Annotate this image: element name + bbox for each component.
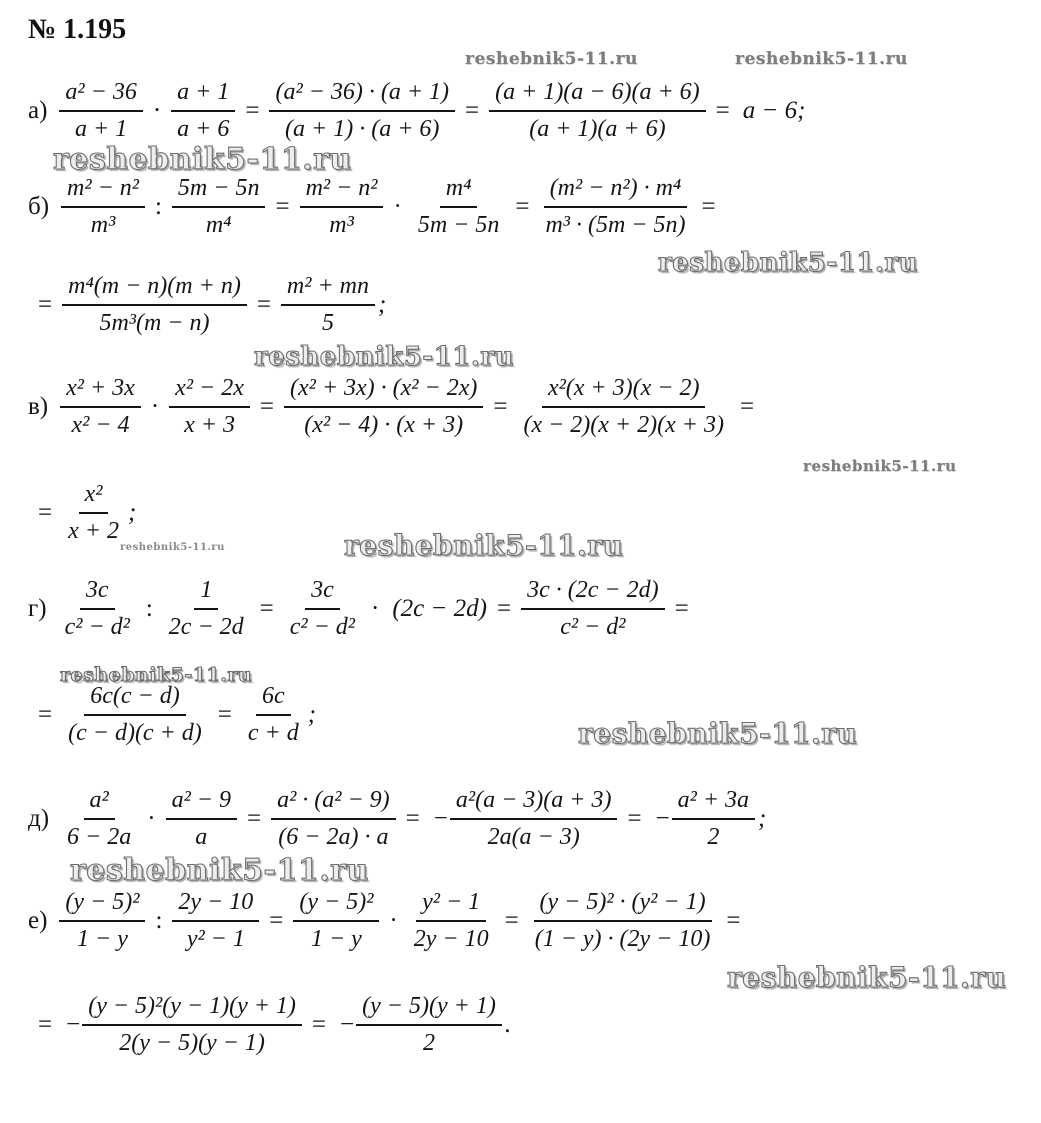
expression-text: a − 6; xyxy=(742,96,806,124)
fraction xyxy=(450,786,618,852)
operator: = xyxy=(259,392,274,420)
formula-line-v xyxy=(28,374,764,440)
operator: = xyxy=(674,594,689,622)
watermark-4: reshebnik5-11.ru xyxy=(658,248,919,278)
fraction xyxy=(284,576,361,642)
fraction xyxy=(62,272,247,338)
numerator: a² + 3a xyxy=(672,786,755,820)
numerator: (a + 1)(a − 6)(a + 6) xyxy=(489,78,706,112)
operator: = xyxy=(496,594,512,622)
item-label: а) xyxy=(28,96,48,124)
operator: = xyxy=(405,804,420,832)
denominator: 2y − 10 xyxy=(413,925,489,952)
operator: = xyxy=(726,906,741,934)
operator: = xyxy=(38,290,53,318)
watermark-3: reshebnik5-11.ru xyxy=(53,142,352,177)
fraction xyxy=(62,682,208,748)
fraction xyxy=(172,174,266,240)
fraction xyxy=(172,888,259,954)
operator: = xyxy=(515,192,530,220)
item-label: б) xyxy=(28,192,50,220)
denominator: m³ · (5m − 5n) xyxy=(545,211,686,238)
denominator: (6 − 2a) · a xyxy=(278,823,389,850)
operator: · xyxy=(150,392,160,420)
operator: : xyxy=(145,594,153,622)
denominator: a + 1 xyxy=(75,115,128,142)
numerator: m⁴ xyxy=(440,174,478,208)
fraction xyxy=(171,78,235,144)
numerator: 6c xyxy=(256,682,291,716)
numerator: a + 1 xyxy=(171,78,235,112)
operator: = xyxy=(38,700,53,728)
formula-line-b xyxy=(28,174,726,240)
numerator: a² − 36 xyxy=(59,78,142,112)
denominator: (a + 1) · (a + 6) xyxy=(285,115,440,142)
watermark-7: reshebnik5-11.ru xyxy=(120,542,225,553)
fraction xyxy=(59,576,136,642)
minus-sign: − xyxy=(433,804,448,832)
numerator: (y − 5)²(y − 1)(y + 1) xyxy=(82,992,302,1026)
denominator: x + 2 xyxy=(68,517,119,544)
fraction xyxy=(60,374,141,440)
fraction xyxy=(672,786,755,852)
fraction xyxy=(489,78,706,144)
formula-line-b-cont xyxy=(28,272,386,338)
denominator: 5m³(m − n) xyxy=(99,309,210,336)
numerator: x² − 2x xyxy=(169,374,250,408)
denominator: x + 3 xyxy=(184,411,235,438)
watermark-8: reshebnik5-11.ru xyxy=(344,529,624,562)
numerator: (m² − n²) · m⁴ xyxy=(544,174,688,208)
formula-line-a xyxy=(28,78,805,144)
denominator: a xyxy=(195,823,208,850)
watermark-6: reshebnik5-11.ru xyxy=(803,457,957,475)
numerator: x²(x + 3)(x − 2) xyxy=(542,374,706,408)
fraction xyxy=(408,888,495,954)
denominator: (x − 2)(x + 2)(x + 3) xyxy=(523,411,724,438)
numerator: 2y − 10 xyxy=(172,888,259,922)
operator: = xyxy=(38,498,53,526)
expression-text: (2c − 2d) xyxy=(392,594,487,622)
denominator: 2 xyxy=(707,823,720,850)
fraction xyxy=(242,682,305,748)
expression-text: ; xyxy=(307,700,317,728)
denominator: m⁴ xyxy=(205,211,232,238)
fraction xyxy=(539,174,691,240)
item-label: в) xyxy=(28,392,49,420)
denominator: c² − d² xyxy=(560,613,626,640)
numerator: 3c xyxy=(305,576,340,610)
operator: = xyxy=(217,700,232,728)
formula-line-e-cont xyxy=(28,992,511,1058)
fraction xyxy=(412,174,506,240)
denominator: x² − 4 xyxy=(71,411,130,438)
operator: : xyxy=(154,192,162,220)
denominator: 5 xyxy=(321,309,334,336)
denominator: 5m − 5n xyxy=(417,211,500,238)
operator: = xyxy=(493,392,508,420)
operator: = xyxy=(715,96,730,124)
denominator: c + d xyxy=(247,719,299,746)
fraction xyxy=(59,888,145,954)
operator: · xyxy=(393,192,402,220)
denominator: m³ xyxy=(329,211,354,238)
watermark-12: reshebnik5-11.ru xyxy=(727,961,1007,994)
fraction xyxy=(529,888,717,954)
operator: = xyxy=(38,1010,53,1038)
fraction xyxy=(521,576,664,642)
expression-text: ; xyxy=(127,498,137,526)
fraction xyxy=(356,992,502,1058)
numerator: a² − 9 xyxy=(166,786,237,820)
operator: · xyxy=(152,96,162,124)
denominator: (a + 1)(a + 6) xyxy=(529,115,666,142)
operator: = xyxy=(269,906,284,934)
fraction xyxy=(82,992,302,1058)
expression-text: ; xyxy=(377,290,387,318)
denominator: (x² − 4) · (x + 3) xyxy=(304,411,464,438)
operator: · xyxy=(147,804,156,832)
item-label: г) xyxy=(28,594,47,622)
numerator: 3c · (2c − 2d) xyxy=(521,576,664,610)
operator: = xyxy=(275,192,290,220)
operator: = xyxy=(256,290,271,318)
fraction xyxy=(284,374,483,440)
formula-line-g xyxy=(28,576,699,642)
denominator: 1 − y xyxy=(77,925,128,952)
expression-text: . xyxy=(504,1010,512,1038)
fraction xyxy=(166,786,237,852)
operator: = xyxy=(246,804,262,832)
fraction xyxy=(281,272,375,338)
operator: = xyxy=(245,96,260,124)
numerator: m⁴(m − n)(m + n) xyxy=(62,272,247,306)
fraction xyxy=(269,78,455,144)
formula-line-v-cont xyxy=(28,480,136,546)
denominator: 1 − y xyxy=(310,925,362,952)
numerator: (y − 5)² xyxy=(293,888,379,922)
denominator: c² − d² xyxy=(289,613,356,640)
numerator: a² · (a² − 9) xyxy=(271,786,396,820)
denominator: y² − 1 xyxy=(186,925,245,952)
expression-text: ; xyxy=(758,804,767,832)
numerator: (x² + 3x) · (x² − 2x) xyxy=(284,374,483,408)
item-label: д) xyxy=(28,804,50,832)
formula-line-g-cont xyxy=(28,682,316,748)
operator: = xyxy=(739,392,755,420)
numerator: 6c(c − d) xyxy=(84,682,185,716)
numerator: a² xyxy=(84,786,115,820)
numerator: y² − 1 xyxy=(416,888,486,922)
minus-sign: − xyxy=(655,804,670,832)
operator: = xyxy=(259,594,274,622)
fraction xyxy=(62,480,125,546)
operator: = xyxy=(701,192,716,220)
operator: = xyxy=(465,96,480,124)
numerator: x² xyxy=(79,480,109,514)
watermark-5: reshebnik5-11.ru xyxy=(254,342,515,372)
operator: : xyxy=(155,906,163,934)
denominator: a + 6 xyxy=(177,115,230,142)
numerator: (a² − 36) · (a + 1) xyxy=(269,78,455,112)
fraction xyxy=(59,78,142,144)
denominator: m³ xyxy=(90,211,116,238)
denominator: (c − d)(c + d) xyxy=(68,719,202,746)
item-label: е) xyxy=(28,906,48,934)
minus-sign: − xyxy=(340,1010,355,1038)
operator: · xyxy=(389,906,398,934)
operator: = xyxy=(627,804,642,832)
formula-line-d xyxy=(28,786,766,852)
fraction xyxy=(271,786,396,852)
numerator: x² + 3x xyxy=(60,374,141,408)
fraction xyxy=(61,786,137,852)
denominator: 2 xyxy=(422,1029,435,1056)
formula-line-e xyxy=(28,888,750,954)
fraction xyxy=(61,174,145,240)
numerator: a²(a − 3)(a + 3) xyxy=(450,786,618,820)
operator: = xyxy=(311,1010,327,1038)
watermark-2: reshebnik5-11.ru xyxy=(735,49,908,69)
denominator: 6 − 2a xyxy=(67,823,132,850)
fraction xyxy=(300,174,384,240)
fraction xyxy=(293,888,379,954)
denominator: 2c − 2d xyxy=(168,613,244,640)
numerator: m² − n² xyxy=(300,174,384,208)
numerator: 5m − 5n xyxy=(172,174,266,208)
numerator: (y − 5)² · (y² − 1) xyxy=(534,888,712,922)
numerator: m² − n² xyxy=(61,174,145,208)
problem-number: № 1.195 xyxy=(28,14,127,45)
watermark-9: reshebnik5-11.ru xyxy=(60,664,253,686)
denominator: 2(y − 5)(y − 1) xyxy=(119,1029,265,1056)
numerator: m² + mn xyxy=(281,272,375,306)
denominator: 2a(a − 3) xyxy=(487,823,580,850)
numerator: 3c xyxy=(80,576,115,610)
denominator: c² − d² xyxy=(64,613,130,640)
fraction xyxy=(517,374,730,440)
fraction xyxy=(169,374,250,440)
minus-sign: − xyxy=(66,1010,81,1038)
denominator: (1 − y) · (2y − 10) xyxy=(534,925,711,952)
watermark-1: reshebnik5-11.ru xyxy=(465,49,638,69)
watermark-11: reshebnik5-11.ru xyxy=(70,853,369,888)
numerator: (y − 5)² xyxy=(59,888,145,922)
fraction xyxy=(163,576,250,642)
watermark-10: reshebnik5-11.ru xyxy=(578,717,858,750)
operator: · xyxy=(371,594,380,622)
numerator: 1 xyxy=(194,576,218,610)
numerator: (y − 5)(y + 1) xyxy=(356,992,502,1026)
operator: = xyxy=(504,906,519,934)
